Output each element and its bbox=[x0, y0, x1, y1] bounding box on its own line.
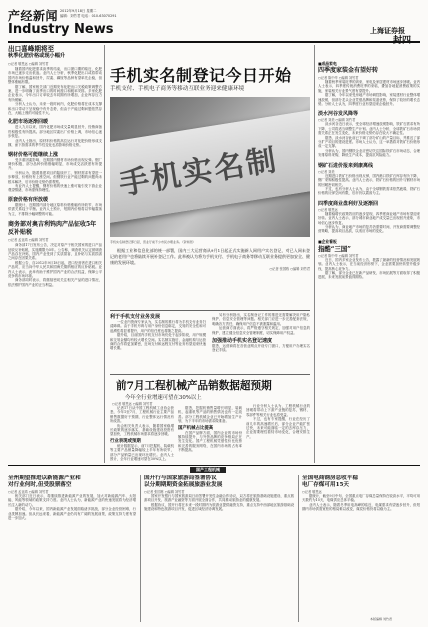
bottom-article-coal-byline: ○记者 敬恩远 bbox=[302, 490, 322, 494]
bottom-article-coal-body: 据统计，截至9月中旬，全国重点电厂存煤总量保持在较高水平，平均可用天数约为15天，电煤供应总体平稳。 业内人士表示，随着冬季用电高峰的临近，电煤需求有望逐步回升，但短期内市场供需宽松的格局难以改变，煤炭价格仍将以稳为主。 bbox=[302, 494, 420, 512]
machinery-col-1 bbox=[110, 406, 174, 462]
right-article-company-body: 近日，国内多家企业发布公告，披露了最新的经营情况和发展规划。业内人士表示，在当前经济形势下，企业需要加快转型升级步伐，提高核心竞争力。 据了解，部分企业已在新产品研发、市场拓展等方面取得了积极进展，未来发展前景值得期待。 bbox=[318, 257, 420, 280]
right-article-vale-byline: ○记者 刘美 ○编辑 刘竹君 bbox=[318, 118, 356, 123]
article-fertilizer-title: 出口喜峰期将至 bbox=[8, 45, 55, 53]
bottom-banner: 国产工程机械 bbox=[190, 467, 226, 473]
right-article-home-title: 四季度家装金有望好转 bbox=[318, 67, 379, 74]
bottom-article-energy-title: 全州期望推进以新能源产业和 bbox=[8, 475, 81, 481]
machinery-title: 前7月工程机械产品销数据超预期 bbox=[116, 380, 272, 392]
machinery-col-3-text: 行业分析人士认为，工程机械行业的回暖将带动上下游产业链的复苏，钢材、零部件等相关行业也将受益。 不过，也有专家提醒，行业在经历了前几年的高速增长后，部分企业产能扩张过快，未来可能面临一定的去库存压力，企业需要理性看待市场变化，合理安排生产。 bbox=[246, 404, 310, 439]
bottom-article-tourism-body: 国家开发银行与国家旅游局日前签署开发性金融合作协议，双方将在旅游基础设施建设、重点旅游项目开发、旅游产业融资等方面开展全面合作，共同推动旅游业的健康发展。 根据协议，国开行将在未来一段时期内为旅游业提供融资支持，重点支持中西部地区旅游基础设施建设和特色旅游项目开发，促进区域经济协调发展。 bbox=[144, 494, 294, 512]
bottom-article-energy bbox=[8, 475, 136, 622]
right-column-divider bbox=[314, 45, 315, 463]
editor-line: 编辑：刘竹君 电话：010-63070291 bbox=[60, 14, 117, 18]
headline-subtitle: 手机支付、手机电子商务等移动互联业务迎来健康环境 bbox=[110, 86, 245, 92]
article-market-body: 进入九月以来，国内化肥市场成交量明显回升，经销商备货积极性有所提高。部分地区尿素出厂价格上调，市场信心逐步恢复。 业内人士指出，原材料价格的高位运行对化肥价格形成支撑，而下游需求的季节性变化也将影响价格走势。 bbox=[8, 125, 102, 148]
photo-card-text: 手机实名制 bbox=[116, 142, 281, 203]
sub-article-payment-body: 一位业内资深专家认为，实名制的推行将为手机支付业务扫清障碍。由于手机号码与用户身份信息绑定，交易的安全性和可追溯性将显著提升，用户的信任度也将随之提高。 据介绍，目前国内手机支付市场仍处于起步阶段，用户规模和交易金额均有较大增长空间。实名制实施后，金融机构与运营商的合作将更加紧密，近场支付和远程支付等业务有望迎来快速增长期。 bbox=[110, 320, 206, 351]
right-article-vale-body: 淡水河谷近日表示，受全球经济增速放缓影响，铁矿石需求有所下降，公司将适当调整生产计划。业内人士分析，全球铁矿石市场供需关系正在发生变化，未来价格走势仍存在较大不确定性。 据悉，淡水河谷此前已下调了部分矿山的产量目标，并推迟了部分扩产项目的建设进度。市场人士认为，这一举措将对铁矿石价格形成一定支撑。 分析认为，国内钢铁企业应密切关注国际铁矿石市场动态，合理安排原料采购，降低生产成本，提高抗风险能力。 bbox=[318, 122, 420, 158]
machinery-subtitle: 今年全行业增速可望在30%以上 bbox=[125, 395, 202, 401]
main-story-rule bbox=[110, 310, 310, 311]
right-article-home-body: 随着秋季家装旺季的到来，家电及家居建材市场逐步回暖。业内人士表示，四季度传统消费旺季的来临，叠加各地促消费政策的实施，家装相关行业景气度有望提升。 据了解，今年以来受房地产市场调控影响，家装建材行业整体增速放缓，但部分龙头企业凭借品牌和渠道优势，保持了较好的增长态势。分析人士认为，四季度行业有望迎来企稳回升。 bbox=[318, 80, 420, 107]
sub-article-privacy bbox=[212, 313, 310, 371]
headline-photo bbox=[110, 97, 310, 237]
bottom-article-tourism-title: 国开行与国家旅游局签署协议 bbox=[144, 475, 217, 481]
right-article-ore-byline: ○记者 刘美 bbox=[318, 169, 335, 174]
sub-article-privacy-title: 加强推动手机实名登记速度 bbox=[212, 338, 273, 345]
article-steel-title: 钢材价格可能继续上涨 bbox=[8, 151, 59, 158]
article-tariff-body: 商务部17日发布公告，决定对原产于相关国家的进口产品征收反补贴税，实施期限为5年。公告称，调查机关认定被调查产品存在补贴，国内产业受到了实质损害，且补贴与实质损害之间存在因果关系。 根据公告，自2012年9月18日起，进口经营者在进口相关产品时，应当向中华人民共和国海关缴纳相应的反补贴税。业内人士表示，此举有助于维护国内产业的合法权益，保障公平竞争的市场环境。 商务部同时表示，将继续密切关注相关产品的进口情况，依法维护国内产业的正当利益。 bbox=[8, 243, 102, 287]
article-fertilizer-byline: ○记者 敬恩远 ○编辑 刘竹君 bbox=[8, 62, 49, 66]
masthead-rule bbox=[8, 41, 420, 43]
section-title-en: Industry News bbox=[8, 22, 114, 37]
machinery-col-2-text: 据悉，挖掘机销售量增长明显，装载机、起重机等产品的销售情况也有一定改善。部分工程机械企业已开始增加生产计划，为下半年的市场需求做准备。 bbox=[178, 406, 242, 424]
machinery-col-1-text: 记者17日从中国工程机械工业协会获悉，今年1至7月，工程机械行业主要产品销售数据好于预期，行业整体运行情况有所改善。 协会相关负责人表示，随着国家稳增长政策的逐步落实，基础设施建设投资有望加快，工程机械市场需求将逐步回暖。 bbox=[110, 406, 174, 437]
bottom-article-coal-title2: 电厂存煤可用15天 bbox=[302, 482, 349, 488]
article-steel-body: 受多重因素影响，近期国内钢材市场价格出现反弹。钢厂调价积极，部分品种价格涨幅明显，市场成交活跃度有所提升。 分析认为，随着基建项目的陆续开工，钢材需求有望进一步释放，价格仍有上涨空间。但钢铁行业产能过剩的问题尚未根本解决，后市价格走势仍需观察。 有业内人士提醒，钢材价格的快速上涨可能引发下游企业观望情绪，市场需保持理性。 bbox=[8, 157, 102, 193]
article-market-title: 化肥市场逐渐回暖 bbox=[8, 119, 49, 126]
bottom-article-tourism bbox=[144, 475, 294, 622]
right-article-ore-body: 近期进口铁矿石价格出现反弹，国内港口铁矿石库存有所下降，钢厂采购积极性提高。业内人士表示，铁矿石价格的回升与钢材市场的回暖密切相关。 不过，也有分析人士认为，由于全球钢铁需求依然疲弱，铁矿石价格的反弹空间有限，后市仍以震荡为主。 bbox=[318, 173, 420, 196]
sub-article-payment bbox=[110, 313, 206, 371]
right-article-commercial-body: 随着稳增长政策效应的逐步显现，四季度商业地产市场有望迎来好转。业内人士表示，部分城市商业地产成交量已出现回升迹象，市场信心逐步恢复。 分析认为，商业地产市场的复苏仍需要时间，开发商需要调整经营策略，提高项目品质，以适应市场的变化。 bbox=[318, 211, 420, 234]
section-title-cn: 产经新闻 bbox=[8, 9, 59, 23]
article-material-body: 据统计，近期国内部分地区原料价格涨幅有所收窄，市场供需关系趋于平衡。业内人士预计，短期内价格将以窄幅震荡为主，不排除小幅调整的可能。 bbox=[8, 202, 102, 216]
machinery-col-2-tail: 在国产品牌方面，国内企业的市场份额持续提升，与外资品牌的竞争格局正在发生变化。国产工程机械凭借性价比优势和完善的服务网络，在国内市场的占有率不断提高。 bbox=[178, 430, 242, 453]
right-column bbox=[318, 45, 420, 463]
left-column bbox=[8, 45, 102, 463]
bottom-article-tourism-byline: ○记者 张国栋 ○编辑 刘竹君 bbox=[144, 490, 185, 494]
masthead bbox=[0, 0, 428, 40]
main-story bbox=[110, 248, 310, 308]
sub-article-privacy-body: 另有分析指出，实名制登记工作的推进还需要解决用户隐私保护、信息安全管理等问题。相关部门应进一步完善配套法规，明确各方责任，确保用户信息不被泄露和滥用。 运营商方面表示，将严格遵守相关规定，加强对用户信息的保护，建立健全信息安全管理制度，切实保障用户权益。 bbox=[212, 313, 310, 335]
photo-caption: 手机实名制登记即日起，营业厅前不少市民办理业务。（资料图） bbox=[110, 240, 196, 244]
right-article-company-title: 指酷“三国” bbox=[318, 244, 351, 253]
article-fertilizer-body: 随着国内化肥需求淡季的结束，出口窗口期的临近，化肥市场已逐步走出低迷。业内人士分析，秋季化肥出口或将带动国内市场价格温和回升，尿素、磷铵等品种有望率先企稳，但整体涨幅有限。 据了解，国家相关部门近期发布化肥出口关税政策调整方案，进一步明确了淡季出口的时间窗口和税率安排。多家化肥企业表示，今年出口订单较去年同期有所增加，企业库存压力有所缓解。 分析人士认为，未来一段时间内，化肥价格将在成本支撑和出口带动下呈现稳中有升态势，但由于产能过剩问题依然存在，大幅上涨的可能性不大。 bbox=[8, 67, 102, 116]
headline-title: 手机实名制登记今日开始 bbox=[110, 66, 292, 85]
right-kicker-appliance: ■成品家电 bbox=[318, 61, 337, 66]
machinery-col-1-tail: 统计数据显示，前7月挖掘机、装载机等主要产品销量降幅较上半年有所收窄，部分产品销量已出现环比增长。业内人士预计，全年行业增速可望在30%以上。 bbox=[110, 443, 174, 462]
footer-note: 本版编辑 刘竹君 bbox=[370, 617, 392, 621]
main-story-byline: ○记者 张国栋 ○编辑 刘竹君 bbox=[269, 267, 310, 271]
sub-article-privacy-tail: 据悉，运营商将在各营业网点开设专门窗口，方便用户办理实名登记手续。 bbox=[212, 344, 310, 353]
bottom-article-energy-body: 相关部门近日表示，将继续推进新能源产业的发展，加大对新能源汽车、太阳能、风能等领域的政策支持力度。业内人士认为，新能源产业的快速发展将为经济增长注入新的动力。 据介绍，今年以来，国内新能源产业发展面临诸多挑战，部分企业经营困难，行业洗牌加速。但从长远来看，新能源产业仍具有广阔的发展前景，政策支持力度有望进一步加大。 bbox=[8, 494, 136, 521]
main-story-body: 根据工业和信息化部的统一部署，国内三大运营商从9月1日起正式实施新入网用户实名登记，对已入网未登记的老用户也将陆续开展补登记工作。此举被认为将为手机支付、手机电子商务等移动互联业务提供更加安全、健康的发展环境。 bbox=[110, 248, 310, 265]
bottom-article-coal-title: 全国电商钢房总收平稳 bbox=[302, 475, 358, 481]
paper-name: 上海证券报 bbox=[370, 26, 405, 35]
article-tariff-title: 商务部对奥吉利钨肉产品征收5年反补贴税 bbox=[8, 220, 97, 236]
bottom-article-coal bbox=[302, 475, 420, 622]
article-material-title: 原套价格有所放缓 bbox=[8, 196, 49, 203]
machinery-col-2-title: 国产机械占比提高 bbox=[178, 425, 214, 431]
right-article-company-byline: ○记者 陈中华 ○编辑 刘竹君 bbox=[318, 253, 359, 258]
sub-article-payment-title: 利于手机支付业务发展 bbox=[110, 314, 161, 320]
article-fertilizer-subtitle: 秋季化肥价格或现小幅升 bbox=[8, 53, 66, 59]
issue-date: 2012年9月18日 星期二 bbox=[60, 9, 97, 13]
right-article-home-byline: ○记者 陈中华 ○编辑 刘竹君 bbox=[318, 76, 359, 80]
bottom-divider-2 bbox=[298, 475, 299, 622]
right-kicker-company: ■企业看板 bbox=[318, 238, 337, 244]
bottom-divider-1 bbox=[140, 475, 141, 622]
bottom-article-tourism-title2: 以分期期期资金拓展旅游业发展 bbox=[144, 482, 223, 488]
bottom-article-energy-byline: ○记者 孟亚鸿 ○编辑 刘竹君 bbox=[8, 490, 49, 494]
bottom-band-rule bbox=[8, 465, 420, 466]
machinery-col-2 bbox=[178, 406, 242, 462]
right-article-ore-title: 钢矿石进价报来到康离线 bbox=[318, 162, 374, 169]
right-article-commercial-title: 四季度商业盘利好及逐渐回 bbox=[318, 200, 379, 207]
machinery-col-1-title: 行业表现或预期 bbox=[110, 438, 141, 444]
right-article-vale-title: 淡水河谷发风降等 bbox=[318, 111, 359, 118]
machinery-col-3 bbox=[246, 378, 310, 462]
machinery-top-rule bbox=[110, 374, 310, 375]
left-column-divider bbox=[104, 45, 105, 463]
right-article-commercial-byline: ○记者 敬恩远 bbox=[318, 207, 338, 212]
article-tariff-byline: ○记者 孟亚鸿 ○编辑 刘竹君 bbox=[8, 238, 49, 243]
machinery-byline: ○记者 敬恩远 ○编辑 刘竹君 bbox=[112, 402, 153, 406]
bottom-article-energy-title2: 对行业何时,但受股票落空 bbox=[8, 482, 72, 488]
